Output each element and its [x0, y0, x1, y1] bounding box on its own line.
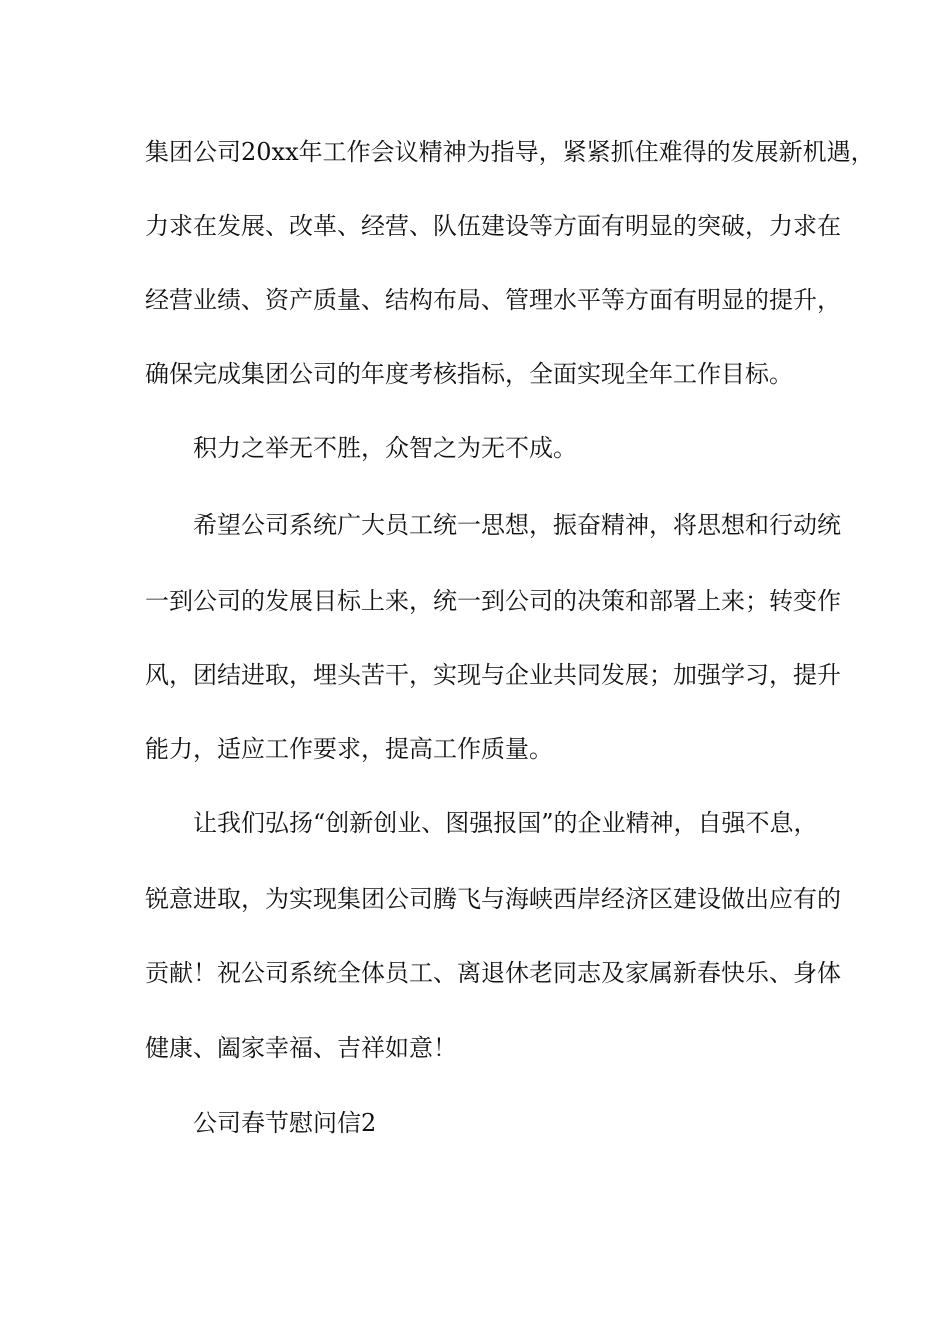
body-text-line: 确保完成集团公司的年度考核指标，全面实现全年工作目标。	[145, 360, 793, 388]
body-text-line: 集团公司20xx年工作会议精神为指导，紧紧抓住难得的发展新机遇，	[145, 138, 875, 166]
paragraph-start-line: 希望公司系统广大员工统一思想，振奋精神，将思想和行动统	[193, 511, 841, 539]
paragraph-start-line: 积力之举无不胜，众智之为无不成。	[193, 434, 577, 462]
body-text-line: 锐意进取，为实现集团公司腾飞与海峡西岸经济区建设做出应有的	[145, 885, 841, 913]
paragraph-start-line: 让我们弘扬“创新创业、图强报国”的企业精神，自强不息，	[193, 809, 818, 837]
body-text-line: 经营业绩、资产质量、结构布局、管理水平等方面有明显的提升，	[145, 286, 841, 314]
body-text-line: 一到公司的发展目标上来，统一到公司的决策和部署上来；转变作	[145, 587, 841, 615]
section-heading: 公司春节慰问信2	[193, 1109, 377, 1137]
body-text-line: 健康、阖家幸福、吉祥如意！	[145, 1034, 457, 1062]
body-text-line: 力求在发展、改革、经营、队伍建设等方面有明显的突破，力求在	[145, 212, 841, 240]
body-text-line: 贡献！祝公司系统全体员工、离退休老同志及家属新春快乐、身体	[145, 959, 841, 987]
body-text-line: 风，团结进取，埋头苦干，实现与企业共同发展；加强学习，提升	[145, 661, 841, 689]
body-text-line: 能力，适应工作要求，提高工作质量。	[145, 735, 553, 763]
